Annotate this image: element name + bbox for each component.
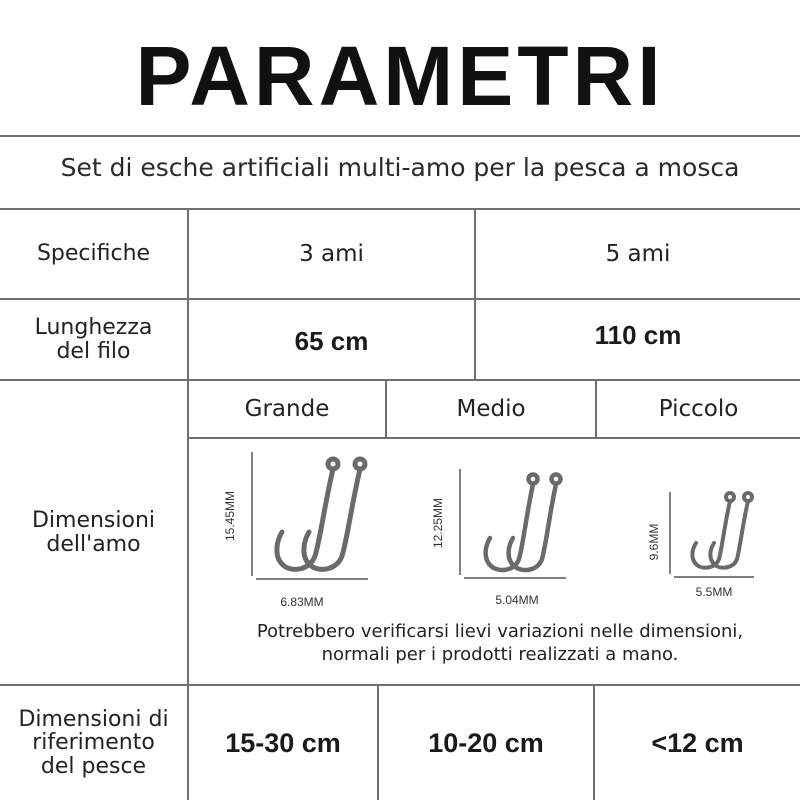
hook-medium-width-label: 5.04MM bbox=[495, 593, 539, 607]
size-header-small: Piccolo bbox=[658, 395, 739, 422]
row-label-line-length bbox=[0, 300, 187, 379]
fish-size-label-2: riferimento bbox=[32, 730, 155, 756]
fish-size-small: <12 cm bbox=[651, 727, 744, 758]
size-header-medium: Medio bbox=[456, 395, 526, 422]
line-length-label-2: del filo bbox=[56, 338, 131, 364]
hook-small-width-label: 5.5MM bbox=[695, 585, 733, 599]
table-border-top bbox=[0, 135, 800, 137]
table-divider bbox=[188, 437, 800, 439]
note-line-2: normali per i prodotti realizzati a mano. bbox=[321, 643, 679, 665]
hook-icon bbox=[277, 459, 365, 569]
hook-medium-image bbox=[430, 465, 580, 610]
specs-value-5-hooks: 5 ami bbox=[605, 240, 671, 267]
hook-icon bbox=[692, 493, 752, 568]
size-variation-note bbox=[200, 621, 800, 666]
hook-medium-height-label: 12.25MM bbox=[431, 497, 445, 549]
size-header-large: Grande bbox=[244, 395, 330, 422]
row-label-hook-size bbox=[0, 381, 187, 684]
fish-size-label-1: Dimensioni di bbox=[18, 707, 169, 733]
line-length-label-1: Lunghezza bbox=[34, 315, 153, 341]
hook-large-image bbox=[220, 448, 380, 613]
fish-size-label-3: del pesce bbox=[40, 753, 147, 779]
fish-size-medium: 10-20 cm bbox=[428, 727, 544, 758]
specs-label: Specifiche bbox=[36, 241, 151, 267]
row-label-specs bbox=[0, 210, 187, 298]
product-subtitle: Set di esche artificiali multi-amo per la pesca a mosca bbox=[60, 153, 740, 182]
hook-small-image bbox=[646, 488, 766, 603]
row-label-fish-size bbox=[0, 686, 187, 800]
line-length-value-3-hooks: 65 cm bbox=[294, 326, 369, 357]
fish-size-large: 15-30 cm bbox=[225, 727, 341, 758]
line-length-value-5-hooks: 110 cm bbox=[594, 320, 682, 351]
hook-icon bbox=[486, 475, 561, 571]
page-title: PARAMETRI bbox=[135, 29, 665, 123]
specs-value-3-hooks: 3 ami bbox=[299, 240, 364, 267]
hook-small-height-label: 9.6MM bbox=[647, 523, 661, 561]
hook-large-height-label: 15.45MM bbox=[223, 490, 237, 542]
hook-size-label-2: dell'amo bbox=[46, 531, 141, 557]
hook-size-label-1: Dimensioni bbox=[31, 508, 156, 534]
note-line-1: Potrebbero verificarsi lievi variazioni nelle dimensioni, bbox=[256, 621, 744, 642]
hook-large-width-label: 6.83MM bbox=[280, 595, 324, 609]
